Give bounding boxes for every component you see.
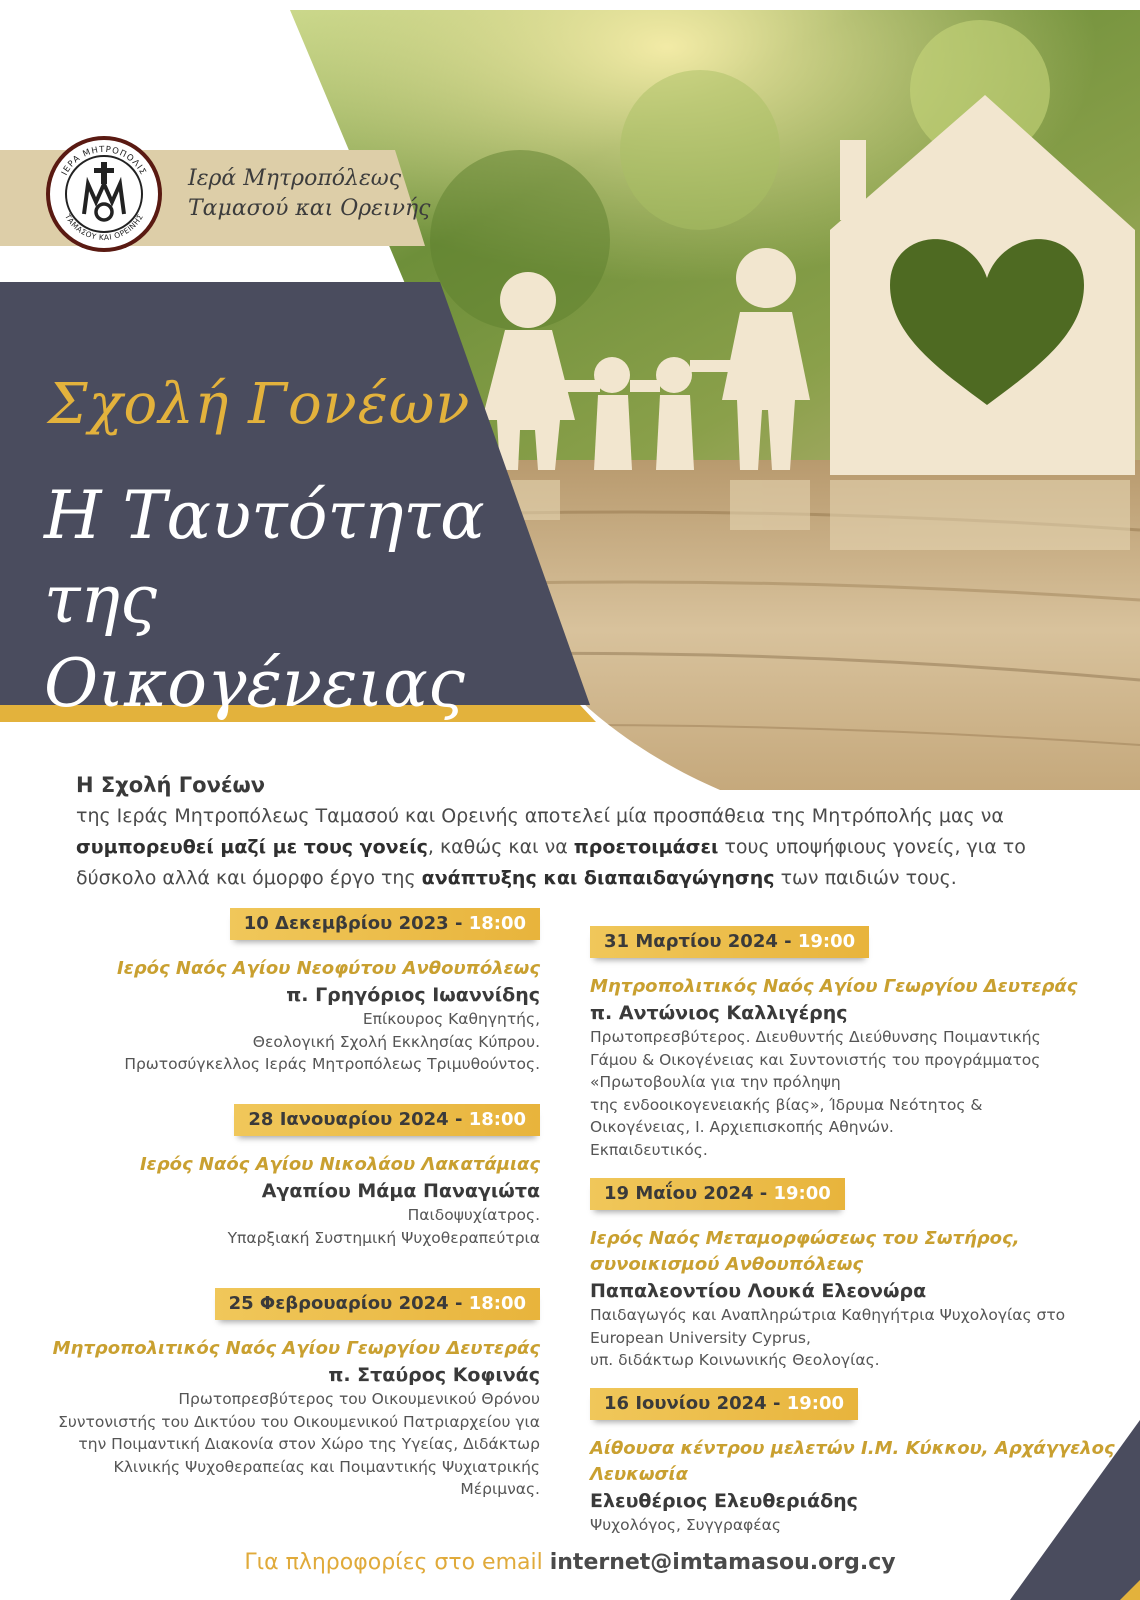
intro-paragraph xyxy=(76,770,1086,894)
event-time: 18:00 xyxy=(468,1109,526,1130)
event-time: 18:00 xyxy=(468,1293,526,1314)
event-1 xyxy=(0,908,540,1076)
event-date-bar xyxy=(234,1104,540,1136)
event-venue: Ιερός Ναός Αγίου Νικολάου Λακατάμιας xyxy=(139,1154,540,1175)
event-4 xyxy=(590,926,1130,1161)
svg-text:ΙΕΡΑ ΜΗΤΡΟΠΟΛΙΣ: ΙΕΡΑ ΜΗΤΡΟΠΟΛΙΣ xyxy=(59,144,149,178)
event-speaker: Παπαλεοντίου Λουκά Ελεονώρα xyxy=(590,1280,927,1302)
event-5 xyxy=(590,1178,1130,1372)
org-name-line2: Ταμασού και Ορεινής xyxy=(188,196,431,221)
event-date-bar xyxy=(590,926,869,958)
event-venue: Μητροπολιτικός Ναός Αγίου Γεωργίου Δευτεράς xyxy=(52,1338,540,1359)
footer-label: Για πληροφορίες στο email xyxy=(244,1550,550,1575)
event-date: 25 Φεβρουαρίου 2024 - xyxy=(228,1293,469,1314)
event-date-bar xyxy=(215,1288,540,1320)
event-venue: Ιερός Ναός Μεταμορφώσεως του Σωτήρος, συνοικισμού Ανθουπόλεως xyxy=(590,1228,1020,1275)
event-speaker: Ελευθέριος Ελευθεριάδης xyxy=(590,1490,858,1512)
main-title xyxy=(44,474,564,726)
desc-line: Θεολογική Σχολή Εκκλησίας Κύπρου. xyxy=(252,1032,540,1051)
main-title-line1: Η Ταυτότητα xyxy=(44,477,485,554)
intro-text: της Ιεράς Μητροπόλεως Ταμασού και Ορεινής αποτελεί μία προσπάθεια της Μητρόπολής μας να xyxy=(76,805,1004,827)
desc-line: Παιδαγωγός και Αναπληρώτρια Καθηγήτρια Ψυχολογίας στο xyxy=(590,1306,1066,1324)
desc-line: Εκπαιδευτικός. xyxy=(590,1140,708,1159)
event-speaker: π. Σταύρος Κοφινάς xyxy=(328,1364,540,1386)
desc-line: Πρωτοσύγκελλος Ιεράς Μητροπόλεως Τριμυθούντος. xyxy=(124,1055,540,1073)
event-3 xyxy=(0,1288,540,1501)
contact-email-link[interactable]: internet@imtamasou.org.cy xyxy=(549,1550,896,1575)
desc-line: Συντονιστής του Δικτύου του Οικουμενικού Πατριαρχείου για xyxy=(58,1412,540,1431)
event-time: 19:00 xyxy=(797,931,856,952)
desc-line: European University Cyprus, xyxy=(590,1328,811,1347)
subtitle: Σχολή Γονέων xyxy=(48,372,471,437)
event-speaker: Αγαπίου Μάμα Παναγιώτα xyxy=(261,1180,540,1202)
event-desc xyxy=(0,1204,540,1249)
intro-heading: Η Σχολή Γονέων xyxy=(76,773,266,797)
desc-line: Οικογένειας, Ι. Αρχιεπισκοπής Αθηνών. xyxy=(590,1118,894,1136)
event-date-bar xyxy=(230,908,540,940)
desc-line: της ενδοοικογενειακής βίας», Ίδρυμα Νεότητος & xyxy=(590,1095,983,1114)
desc-line: Παιδοψυχίατρος. xyxy=(407,1206,540,1224)
event-time: 18:00 xyxy=(468,913,526,934)
desc-line: Επίκουρος Καθηγητής, xyxy=(362,1010,540,1028)
event-venue: Ιερός Ναός Αγίου Νεοφύτου Ανθουπόλεως xyxy=(117,958,540,979)
org-name xyxy=(188,164,431,224)
event-date: 16 Ιουνίου 2024 - xyxy=(604,1393,787,1414)
event-2 xyxy=(0,1104,540,1249)
desc-line: την Ποιμαντική Διακονία στον Χώρο της Υγείας, Διδάκτωρ xyxy=(78,1435,540,1453)
desc-line: Γάμου & Οικογένειας και Συντονιστής του προγράμματος xyxy=(590,1050,1041,1069)
event-venue: Αίθουσα κέντρου μελετών Ι.Μ. Κύκκου, Αρχάγγελος Λευκωσία xyxy=(590,1438,1115,1485)
intro-text: των παιδιών τους. xyxy=(774,867,957,889)
intro-bold: προετοιμάσει xyxy=(573,836,719,858)
event-time: 19:00 xyxy=(786,1393,844,1414)
desc-line: «Πρωτοβουλία για την πρόληψη xyxy=(590,1073,841,1091)
intro-text: τους υποψήφιους γονείς, για το δύσκολο αλλά και όμορφο έργο της xyxy=(76,836,1026,889)
event-date-bar xyxy=(590,1178,845,1210)
event-date-bar xyxy=(590,1388,858,1420)
metropolis-seal-icon xyxy=(44,134,164,254)
intro-text: , καθώς και να xyxy=(427,836,574,858)
desc-line: Υπαρξιακή Συστημική Ψυχοθεραπεύτρια xyxy=(227,1228,540,1247)
desc-line: Πρωτοπρεσβύτερος. Διευθυντής Διεύθυνσης Ποιμαντικής xyxy=(590,1028,1041,1046)
event-desc xyxy=(0,1008,540,1076)
event-desc xyxy=(590,1026,1130,1161)
desc-line: Πρωτοπρεσβύτερος του Οικουμενικού Θρόνου xyxy=(178,1390,540,1408)
event-date: 28 Ιανουαρίου 2024 - xyxy=(248,1109,469,1130)
footer-contact xyxy=(0,1550,1140,1575)
event-speaker: π. Αντώνιος Καλλιγέρης xyxy=(590,1002,848,1024)
desc-line: Ψυχολόγος, Συγγραφέας xyxy=(590,1516,781,1534)
intro-bold: ανάπτυξης και διαπαιδαγώγησης xyxy=(421,867,775,889)
svg-text:ΤΑΜΑΣΟΥ ΚΑΙ ΟΡΕΙΝΗΣ: ΤΑΜΑΣΟΥ ΚΑΙ ΟΡΕΙΝΗΣ xyxy=(62,212,146,243)
desc-line: Μέριμνας. xyxy=(460,1480,540,1498)
event-venue: Μητροπολιτικός Ναός Αγίου Γεωργίου Δευτεράς xyxy=(590,976,1078,997)
event-time: 19:00 xyxy=(773,1183,831,1204)
event-date: 10 Δεκεμβρίου 2023 - xyxy=(243,913,469,934)
desc-line: υπ. διδάκτωρ Κοινωνικής Θεολογίας. xyxy=(590,1351,880,1369)
desc-line: Κλινικής Ψυχοθεραπείας και Ποιμαντικής Ψυχιατρικής xyxy=(113,1457,540,1476)
intro-bold: συμπορευθεί μαζί με τους γονείς xyxy=(76,836,428,858)
event-speaker: π. Γρηγόριος Ιωαννίδης xyxy=(286,984,540,1006)
main-title-line2: της Οικογένειας xyxy=(44,561,465,722)
event-date: 31 Μαρτίου 2024 - xyxy=(604,931,798,952)
org-name-line1: Ιερά Μητροπόλεως xyxy=(188,166,402,191)
event-date: 19 Μαΐου 2024 - xyxy=(604,1183,774,1204)
event-desc xyxy=(590,1304,1130,1372)
event-desc xyxy=(0,1388,540,1501)
